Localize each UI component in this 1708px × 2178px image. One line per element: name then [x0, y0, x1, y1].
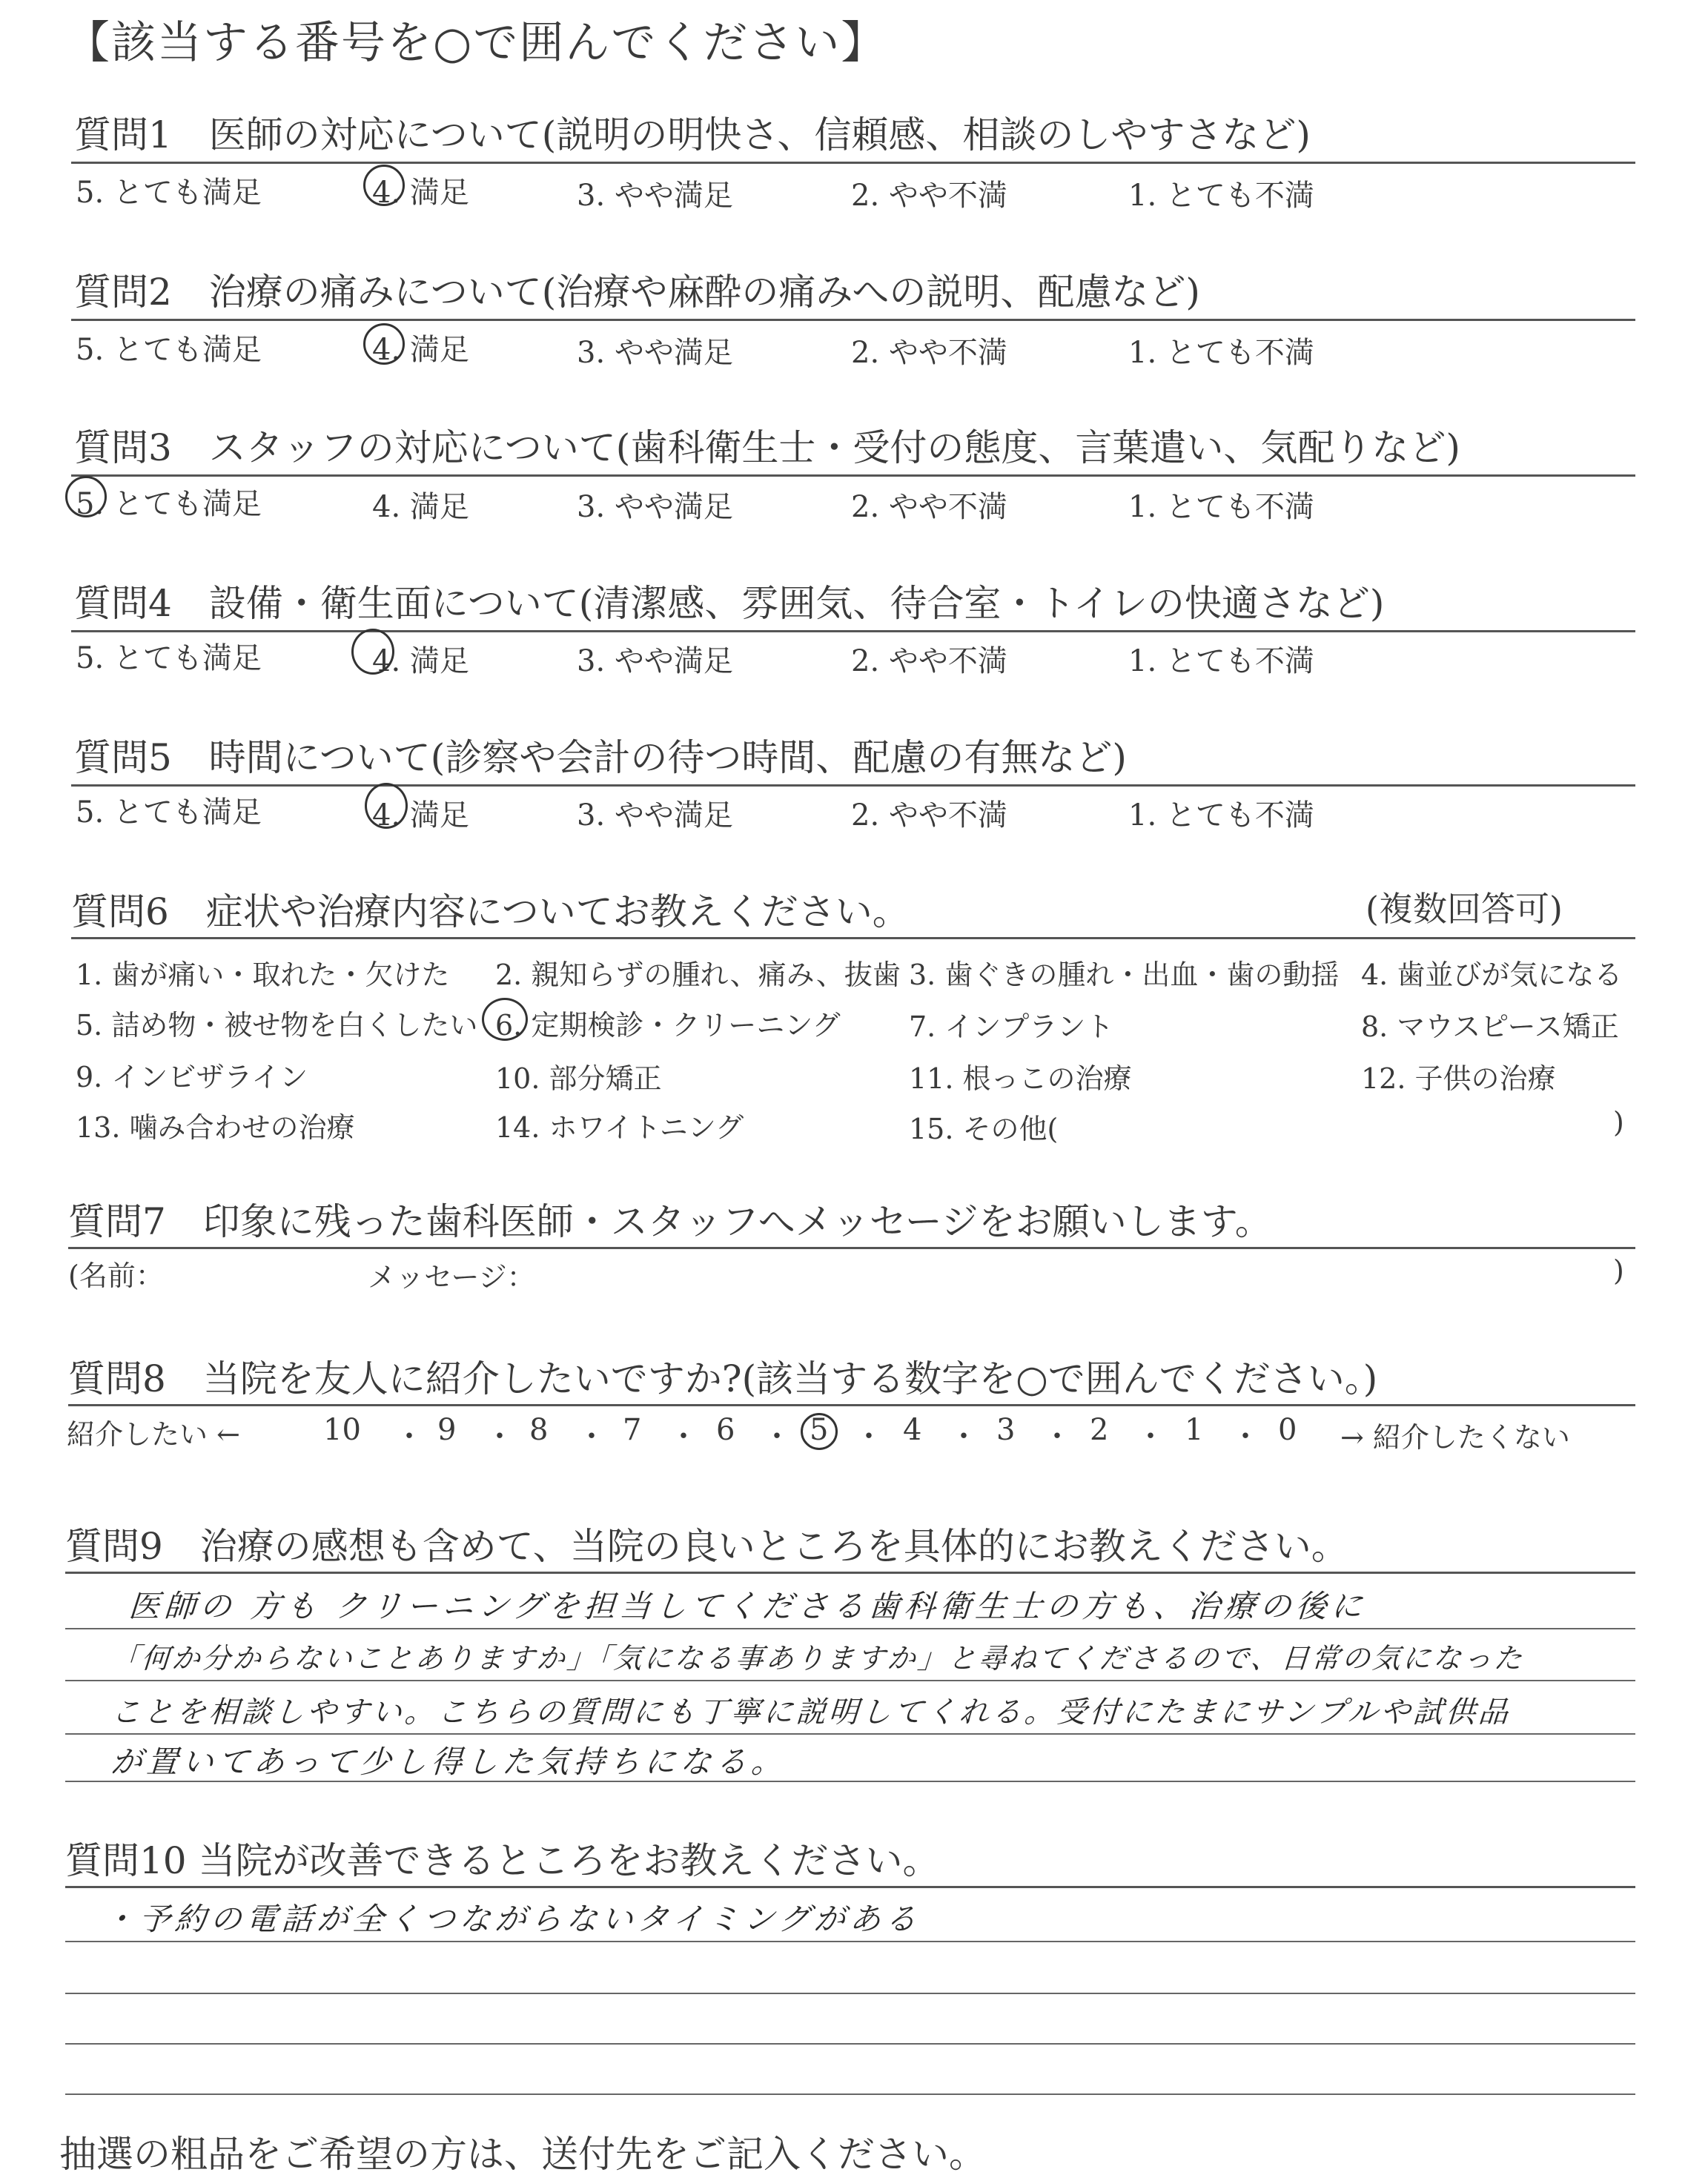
q3-option-5[interactable]: 5. とても満足 [76, 487, 262, 521]
q6-item-15[interactable]: 15. その他( [909, 1113, 1059, 1145]
q1-option-4[interactable]: 4. 満足 [372, 176, 469, 210]
q6-item-3[interactable]: 3. 歯ぐきの腫れ・出血・歯の動揺 [909, 959, 1340, 991]
q6-item-2[interactable]: 2. 親知らずの腫れ、痛み、抜歯 [495, 959, 901, 991]
q7-close-paren: ) [1613, 1254, 1624, 1287]
q6-item-10[interactable]: 10. 部分矯正 [495, 1062, 662, 1095]
q6-item-1[interactable]: 1. 歯が痛い・取れた・欠けた [76, 959, 450, 991]
q8-score-7[interactable]: 7 [623, 1413, 642, 1447]
q6-item-11[interactable]: 11. 根っこの治療 [909, 1062, 1132, 1095]
q8-score-1[interactable]: 1 [1185, 1413, 1204, 1447]
q1-option-5[interactable]: 5. とても満足 [76, 176, 262, 210]
q9-line [65, 1680, 1635, 1681]
question-3-title: 質問3 スタッフの対応について(歯科衛生士・受付の態度、言葉遣い、気配りなど) [74, 426, 1460, 469]
q5-selection-circle [365, 783, 408, 829]
question-9-title: 質問9 治療の感想も含めて、当院の良いところを具体的にお教えください。 [65, 1525, 1348, 1568]
q8-left-label: 紹介したい ← [67, 1418, 240, 1451]
q8-score-4[interactable]: 4 [903, 1413, 922, 1447]
q10-line [65, 1993, 1635, 1994]
q4-selection-circle [351, 629, 394, 675]
question-6-note: (複数回答可) [1366, 889, 1563, 929]
question-7-title: 質問7 印象に残った歯科医師・スタッフへメッセージをお願いします。 [68, 1200, 1272, 1243]
q4-option-1[interactable]: 1. とても不満 [1128, 644, 1314, 678]
q6-other-close-paren: ) [1613, 1106, 1624, 1139]
q1-option-1[interactable]: 1. とても不満 [1128, 179, 1314, 213]
q10-line [65, 2043, 1635, 2045]
q8-score-6[interactable]: 6 [716, 1413, 735, 1447]
q3-option-2[interactable]: 2. やや不満 [851, 490, 1007, 524]
q6-selection-circle [482, 998, 528, 1041]
question-1-title: 質問1 医師の対応について(説明の明快さ、信頼感、相談のしやすさなど) [74, 113, 1311, 156]
q4-option-2[interactable]: 2. やや不満 [851, 644, 1007, 678]
question-3-rule [71, 474, 1635, 477]
q8-score-9[interactable]: 9 [437, 1413, 457, 1447]
q3-selection-circle [65, 476, 107, 517]
q8-score-2[interactable]: 2 [1090, 1413, 1109, 1447]
q6-item-7[interactable]: 7. インプラント [909, 1010, 1114, 1043]
footer-note: 抽選の粗品をご希望の方は、送付先をご記入ください。 [59, 2133, 986, 2176]
q9-answer-line-3[interactable]: ことを相談しやすい。こちらの質問にも丁寧に説明してくれる。受付にたまにサンプルや試供品 [110, 1695, 1512, 1730]
q2-option-1[interactable]: 1. とても不満 [1128, 336, 1314, 370]
q9-answer-line-1[interactable]: 医師の 方も クリーニングを担当してくださる歯科衛生士の方も、治療の後に [128, 1588, 1368, 1624]
q6-item-12[interactable]: 12. 子供の治療 [1361, 1062, 1556, 1095]
q4-option-4[interactable]: 4. 満足 [372, 644, 469, 678]
q8-score-5[interactable]: 5 [810, 1413, 829, 1447]
question-4-title: 質問4 設備・衛生面について(清潔感、雰囲気、待合室・トイレの快適さなど) [74, 582, 1385, 625]
q9-answer-line-2[interactable]: 「何か分からないことありますか」「気になる事ありますか」と尋ねてくださるので、日常の気になった [110, 1642, 1526, 1675]
q8-dot: ・ [1042, 1420, 1072, 1454]
q5-option-5[interactable]: 5. とても満足 [76, 795, 262, 830]
q1-option-2[interactable]: 2. やや不満 [851, 179, 1007, 213]
question-10-title: 質問10 当院が改善できるところをお教えください。 [65, 1839, 940, 1882]
q8-dot: ・ [854, 1420, 884, 1454]
q3-option-3[interactable]: 3. やや満足 [577, 490, 733, 524]
q8-dot: ・ [1136, 1420, 1165, 1454]
question-6-title: 質問6 症状や治療内容についてお教えください。 [71, 890, 910, 933]
q10-answer-line-1[interactable]: ・予約の電話が全くつながらないタイミングがある [102, 1901, 922, 1937]
form-header: 【該当する番号を○で囲んでください】 [65, 17, 887, 69]
q4-option-5[interactable]: 5. とても満足 [76, 641, 262, 675]
q3-option-4[interactable]: 4. 満足 [372, 490, 469, 524]
q8-dot: ・ [1231, 1420, 1260, 1454]
question-7-rule [68, 1247, 1635, 1249]
q2-option-5[interactable]: 5. とても満足 [76, 333, 262, 367]
q8-dot: ・ [485, 1420, 514, 1454]
question-5-title: 質問5 時間について(診察や会計の待つ時間、配慮の有無など) [74, 736, 1127, 779]
q6-item-13[interactable]: 13. 噛み合わせの治療 [76, 1111, 355, 1144]
q6-item-9[interactable]: 9. インビザライン [76, 1061, 308, 1093]
q6-item-8[interactable]: 8. マウスピース矯正 [1361, 1010, 1619, 1043]
q7-message-label[interactable]: メッセージ： [368, 1261, 535, 1294]
q1-selection-circle [363, 165, 405, 206]
q6-item-6[interactable]: 6. 定期検診・クリーニング [495, 1009, 841, 1042]
q7-name-label[interactable]: (名前： [68, 1260, 164, 1292]
q5-option-4[interactable]: 4. 満足 [372, 798, 469, 833]
question-10-rule [65, 1886, 1635, 1888]
q3-option-1[interactable]: 1. とても不満 [1128, 490, 1314, 524]
q8-score-0[interactable]: 0 [1278, 1413, 1297, 1447]
q8-selection-circle [801, 1413, 838, 1450]
question-8-title: 質問8 当院を友人に紹介したいですか?(該当する数字を○で囲んでください。) [68, 1357, 1378, 1400]
q8-right-label: → 紹介したくない [1340, 1421, 1570, 1454]
q2-option-2[interactable]: 2. やや不満 [851, 336, 1007, 370]
q6-item-5[interactable]: 5. 詰め物・被せ物を白くしたい [76, 1009, 478, 1042]
q8-dot: ・ [394, 1420, 424, 1454]
q5-option-1[interactable]: 1. とても不満 [1128, 798, 1314, 833]
question-9-rule [65, 1572, 1635, 1574]
q10-line [65, 2093, 1635, 2095]
q1-option-3[interactable]: 3. やや満足 [577, 179, 733, 213]
question-2-title: 質問2 治療の痛みについて(治療や麻酔の痛みへの説明、配慮など) [74, 271, 1200, 314]
q10-line [65, 1941, 1635, 1942]
q5-option-3[interactable]: 3. やや満足 [577, 798, 733, 833]
question-6-rule [71, 937, 1635, 939]
q8-dot: ・ [577, 1420, 606, 1454]
q9-line [65, 1628, 1635, 1629]
q9-line [65, 1781, 1635, 1782]
question-5-rule [71, 784, 1635, 787]
question-4-rule [71, 630, 1635, 632]
q8-dot: ・ [762, 1420, 792, 1454]
q8-dot: ・ [949, 1420, 979, 1454]
q5-option-2[interactable]: 2. やや不満 [851, 798, 1007, 833]
question-8-rule [68, 1404, 1635, 1406]
q6-item-4[interactable]: 4. 歯並びが気になる [1361, 959, 1623, 991]
q8-dot: ・ [669, 1420, 698, 1454]
q9-line [65, 1733, 1635, 1735]
q2-option-3[interactable]: 3. やや満足 [577, 336, 733, 370]
question-1-rule [71, 162, 1635, 164]
q8-score-8[interactable]: 8 [529, 1413, 549, 1447]
q2-option-4[interactable]: 4. 満足 [372, 333, 469, 367]
question-2-rule [71, 319, 1635, 321]
q8-score-3[interactable]: 3 [996, 1413, 1016, 1447]
q6-item-14[interactable]: 14. ホワイトニング [495, 1111, 744, 1144]
q8-score-10[interactable]: 10 [323, 1413, 361, 1447]
q9-answer-line-4[interactable]: が置いてあって少し得した気持ちになる。 [110, 1744, 789, 1780]
q2-selection-circle [363, 323, 405, 365]
q4-option-3[interactable]: 3. やや満足 [577, 644, 733, 678]
